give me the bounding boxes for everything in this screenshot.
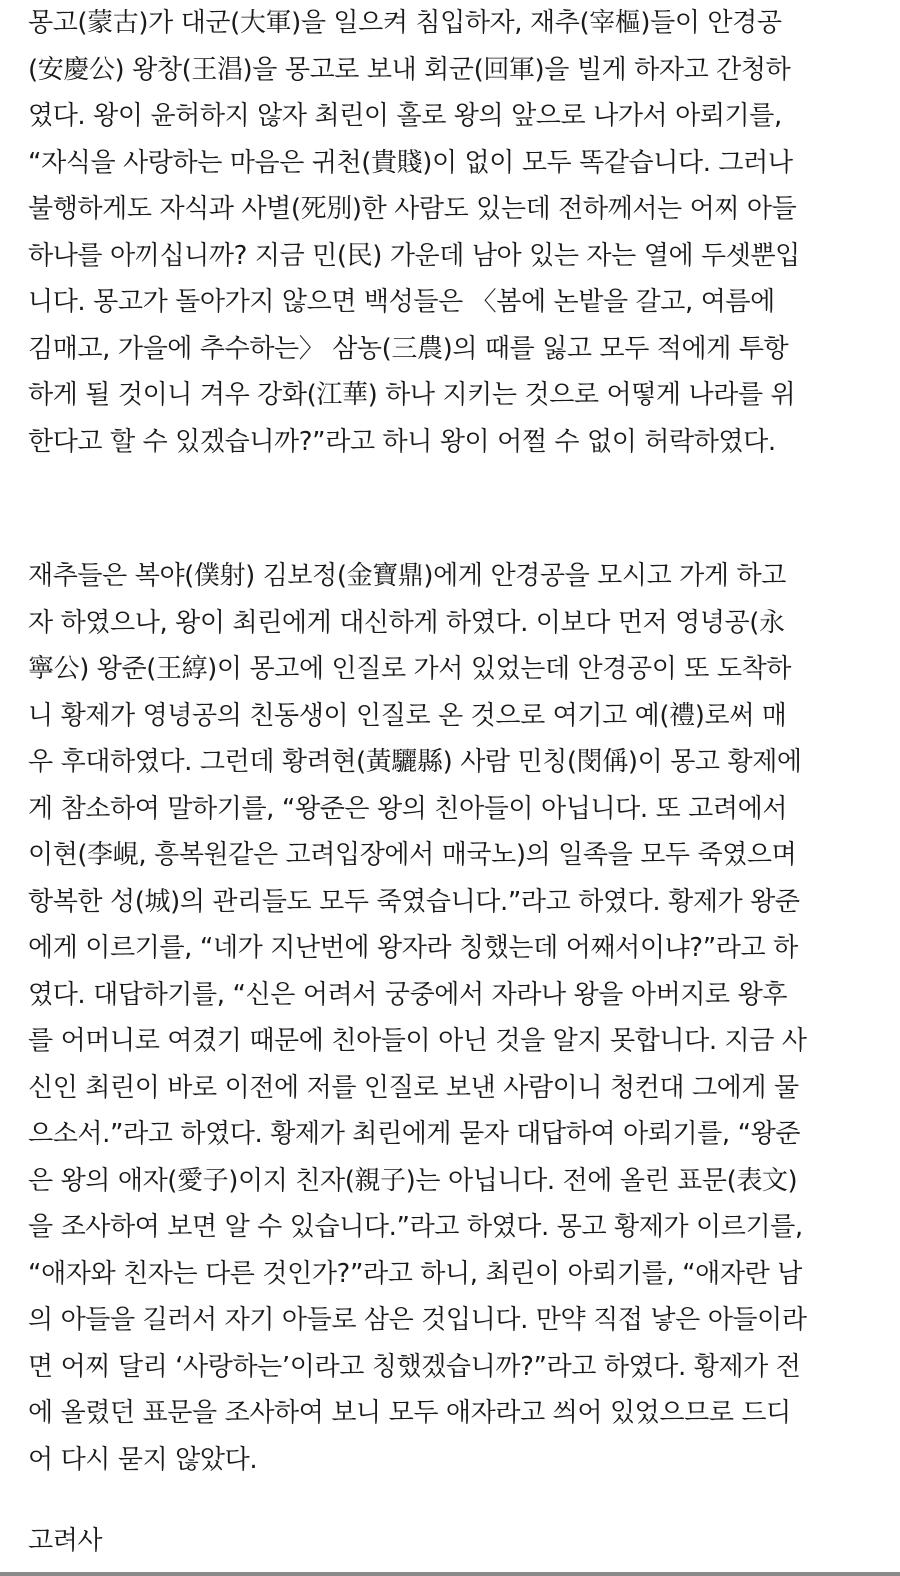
text-line: 하나를 아끼십니까? 지금 민(民) 가운데 남아 있는 자는 열에 두셋뿐입 [28, 240, 800, 271]
bottom-divider [0, 1572, 900, 1576]
text-line: 를 어머니로 여겼기 때문에 친아들이 아닌 것을 알지 못합니다. 지금 사 [28, 1026, 807, 1056]
paragraph-1 [28, 0, 878, 465]
text-line: 재추들은 복야(僕射) 김보정(金寶鼎)에게 안경공을 모시고 가게 하고 [28, 561, 786, 591]
text-line: 하게 될 것이니 겨우 강화(江華) 하나 지키는 것으로 어떻게 나라를 위 [28, 380, 796, 410]
text-line: 은 왕의 애자(愛子)이지 친자(親子)는 아닙니다. 전에 올린 표문(表文) [28, 1165, 798, 1196]
text-line: 우 후대하였다. 그런데 황려현(黃驪縣) 사람 민칭(閔偁)이 몽고 황제에 [28, 747, 802, 777]
text-line: (安慶公) 왕창(王淐)을 몽고로 보내 회군(回軍)을 빌게 하자고 간청하 [28, 54, 791, 85]
text-line: 항복한 성(城)의 관리들도 모두 죽였습니다.”라고 하였다. 황제가 왕준 [28, 886, 800, 917]
text-line: 김매고, 가을에 추수하는〉 삼농(三農)의 때를 잃고 모두 적에게 투항 [28, 333, 789, 364]
text-line: “애자와 친자는 다른 것인가?”라고 하니, 최린이 아뢰기를, “애자란 남 [28, 1258, 802, 1289]
text-line: 몽고(蒙古)가 대군(大軍)을 일으켜 침입하자, 재추(宰樞)들이 안경공 [28, 8, 782, 38]
text-line: 어 다시 묻지 않았다. [28, 1444, 258, 1475]
text-line: 게 참소하여 말하기를, “왕준은 왕의 친아들이 아닙니다. 또 고려에서 [28, 793, 788, 824]
text-line: 자 하였으나, 왕이 최린에게 대신하게 하였다. 이보다 먼저 영녕공(永 [28, 607, 785, 638]
paragraph-2 [28, 553, 878, 1483]
text-line: 면 어찌 달리 ‘사랑하는’이라고 칭했겠습니까?”라고 하였다. 황제가 전 [28, 1351, 801, 1382]
text-line: 으소서.”라고 하였다. 황제가 최린에게 묻자 대답하여 아뢰기를, “왕준 [28, 1119, 801, 1149]
text-line: 불행하게도 자식과 사별(死別)한 사람도 있는데 전하께서는 어찌 아들 [28, 194, 797, 224]
text-line: 한다고 할 수 있겠습니까?”라고 하니 왕이 어쩔 수 없이 허락하였다. [28, 426, 776, 457]
text-line: 니 황제가 영녕공의 친동생이 인질로 온 것으로 여기고 예(禮)로써 매 [28, 700, 787, 731]
text-line: 신인 최린이 바로 이전에 저를 인질로 보낸 사람이니 청컨대 그에게 물 [28, 1072, 799, 1103]
text-line: 에 올렸던 표문을 조사하여 보니 모두 애자라고 씌어 있었으므로 드디 [28, 1398, 791, 1428]
text-line: 寧公) 왕준(王綧)이 몽고에 인질로 가서 있었는데 안경공이 또 도착하 [28, 654, 792, 684]
source-citation: 고려사 [28, 1526, 103, 1556]
text-line: 을 조사하여 보면 알 수 있습니다.”라고 하였다. 몽고 황제가 이르기를, [28, 1212, 803, 1242]
text-line: 였다. 대답하기를, “신은 어려서 궁중에서 자라나 왕을 아버지로 왕후 [28, 979, 788, 1010]
text-line: 에게 이르기를, “네가 지난번에 왕자라 칭했는데 어째서이냐?”라고 하 [28, 933, 798, 963]
text-line: “자식을 사랑하는 마음은 귀천(貴賤)이 없이 모두 똑같습니다. 그러나 [28, 147, 793, 178]
text-line: 이현(李峴, 흥복원같은 고려입장에서 매국노)의 일족을 모두 죽였으며 [28, 840, 797, 870]
text-line: 였다. 왕이 윤허하지 않자 최린이 홀로 왕의 앞으로 나가서 아뢰기를, [28, 101, 782, 131]
text-line: 니다. 몽고가 돌아가지 않으면 백성들은 〈봄에 논밭을 갈고, 여름에 [28, 287, 775, 317]
text-line: 의 아들을 길러서 자기 아들로 삼은 것입니다. 만약 직접 낳은 아들이라 [28, 1305, 807, 1335]
